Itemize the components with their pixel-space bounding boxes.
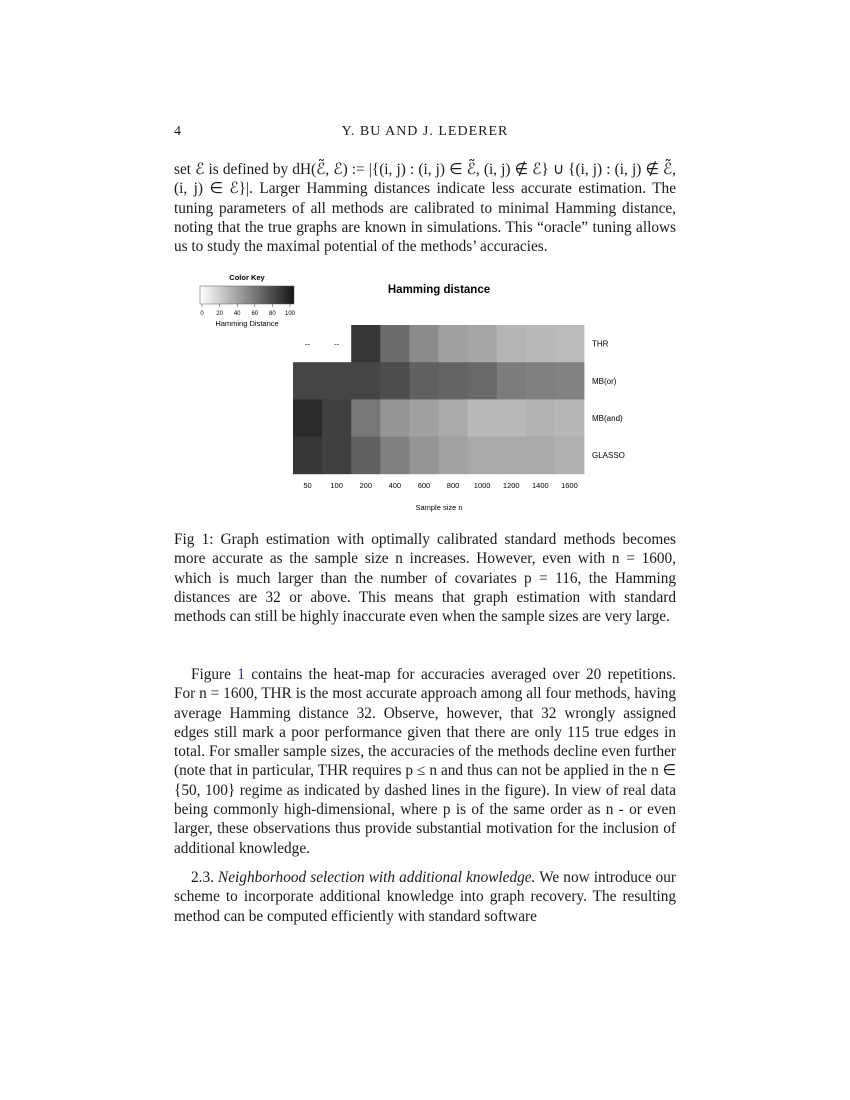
color-key-tick-label: 80: [269, 311, 276, 317]
page-number: 4: [174, 124, 181, 139]
heatmap-cell: [497, 325, 527, 363]
heatmap-cell: [497, 362, 527, 400]
color-key-label: Hamming Distance: [215, 319, 279, 328]
heatmap-svg: [194, 272, 654, 522]
column-label: 1400: [532, 480, 549, 490]
intro-paragraph: [174, 160, 676, 256]
page-header: [174, 124, 676, 144]
heatmap-cell: [380, 362, 410, 400]
heatmap-cell: [526, 325, 556, 363]
heatmap-missing-cell: --: [304, 339, 311, 349]
heatmap-cell: [555, 325, 585, 363]
heatmap-cell: [409, 325, 439, 363]
heatmap-cell: [439, 325, 469, 363]
heatmap-cell: [526, 362, 556, 400]
heatmap-cell: [468, 437, 498, 475]
heatmap-cell: [293, 399, 323, 437]
body-paragraph: [174, 665, 676, 858]
heatmap-cell: [380, 399, 410, 437]
chart-title: Hamming distance: [387, 284, 491, 296]
running-head: Y. BU AND J. LEDERER: [341, 124, 509, 139]
x-axis-label: Sample size n: [415, 503, 463, 512]
column-label: 50: [303, 480, 312, 490]
heatmap-cell: [322, 399, 352, 437]
column-labels: [303, 481, 577, 490]
caption-text: Fig 1: Graph estimation with optimally calibrated standard methods becomes more accurate as the sample size n increases. However, even with n = 1600, which is much larger than the number of covariates p = 116, the Hamming distances are 32 or above. This means that graph estimation with standard methods can still be highly inaccurate even when the sample sizes are very large.: [174, 531, 676, 626]
column-label: 100: [330, 480, 343, 490]
color-key-tick-label: 60: [251, 311, 259, 317]
color-key-tick-label: 100: [284, 311, 296, 317]
figure-reference-link[interactable]: 1: [237, 666, 245, 683]
heatmap-cell: [351, 437, 381, 475]
body-text-post: contains the heat-map for accuracies averaged over 20 repetitions. For n = 1600, THR is the most accurate approach among all four methods, having average Hamming distance 32. Observe, however, that 32 wrongly assigned edges still mark a poor performance given that there are only 115 true edges in total. For smaller sample sizes, the accuracies of the methods decline even further (note that in particular, THR requires p ≤ n and thus can not be applied in the n ∈ {50, 100} regime as indicated by dashed lines in the figure). In view of real data being commonly high-dimensional, where p is of the same order as n - or even larger, these observations thus provide substantial motivation for the inclusion of additional knowledge.: [174, 666, 676, 857]
row-label: THR: [592, 339, 609, 349]
row-label: GLASSO: [592, 451, 625, 461]
column-label: 800: [446, 480, 460, 490]
column-label: 600: [417, 480, 431, 490]
heatmap-cell: [351, 325, 381, 363]
section-text: We now introduce our scheme to incorporate additional knowledge into graph recovery. The resulting method can be computed efficiently with standard software: [174, 869, 676, 925]
column-label: 200: [359, 480, 373, 490]
heatmap-cells: [293, 325, 584, 474]
body-text-pre: Figure: [191, 666, 238, 683]
heatmap-cell: [409, 437, 439, 475]
color-key-gradient: [200, 286, 294, 304]
heatmap-cell: [555, 437, 585, 475]
heatmap-missing-cell: --: [333, 339, 340, 349]
color-key-tick-label: 20: [216, 311, 223, 317]
row-labels: [592, 340, 625, 461]
heatmap-cell: [468, 362, 498, 400]
column-label: 1000: [473, 480, 491, 490]
heatmap-cell: [439, 362, 469, 400]
heatmap-cell: [526, 399, 556, 437]
heatmap-cell: [293, 362, 323, 400]
heatmap-cell: [409, 362, 439, 400]
heatmap-figure: [194, 272, 654, 522]
heatmap-cell: [555, 399, 585, 437]
intro-text: set ℰ is defined by dH(ℰ̃, ℰ) := |{(i, j) : (i, j) ∈ ℰ̃, (i, j) ∉ ℰ} ∪ {(i, j) : (i, j) ∉ ℰ̃, (i, j) ∈ ℰ}|. Larger Hamming distances indicate less accurate estimation. The tuning parameters of all methods are calibrated to minimal Hamming distance, noting that the true graphs are known in simulations. This “oracle” tuning allows us to study the maximal potential of the methods’ accuracies.: [174, 161, 676, 256]
figure-caption: [174, 530, 676, 626]
heatmap-cell: [293, 437, 323, 475]
heatmap-cell: [526, 437, 556, 475]
heatmap-cell: [351, 362, 381, 400]
heatmap-cell: [439, 437, 469, 475]
heatmap-cell: [409, 399, 439, 437]
heatmap-cell: [555, 362, 585, 400]
color-key-title: Color Key: [229, 273, 265, 282]
color-key-ticks: [200, 304, 295, 317]
section-title: Neighborhood selection with additional knowledge.: [218, 869, 536, 886]
heatmap-cell: [322, 437, 352, 475]
heatmap-cell: [380, 325, 410, 363]
column-label: 1200: [502, 480, 520, 490]
column-label: 1600: [561, 480, 578, 490]
column-label: 400: [388, 480, 402, 490]
row-label: MB(or): [592, 376, 617, 386]
heatmap-cell: [468, 325, 498, 363]
section-number: 2.3.: [191, 869, 214, 886]
color-key-tick-label: 0: [200, 311, 204, 317]
section-paragraph: [174, 868, 676, 926]
heatmap-cell: [322, 362, 352, 400]
heatmap-cell: [497, 399, 527, 437]
row-label: MB(and): [592, 414, 623, 423]
color-key-tick-label: 40: [233, 311, 241, 317]
heatmap-cell: [439, 399, 469, 437]
heatmap-cell: [497, 437, 527, 475]
heatmap-cell: [380, 437, 410, 475]
heatmap-cell: [468, 399, 498, 437]
heatmap-cell: [351, 399, 381, 437]
